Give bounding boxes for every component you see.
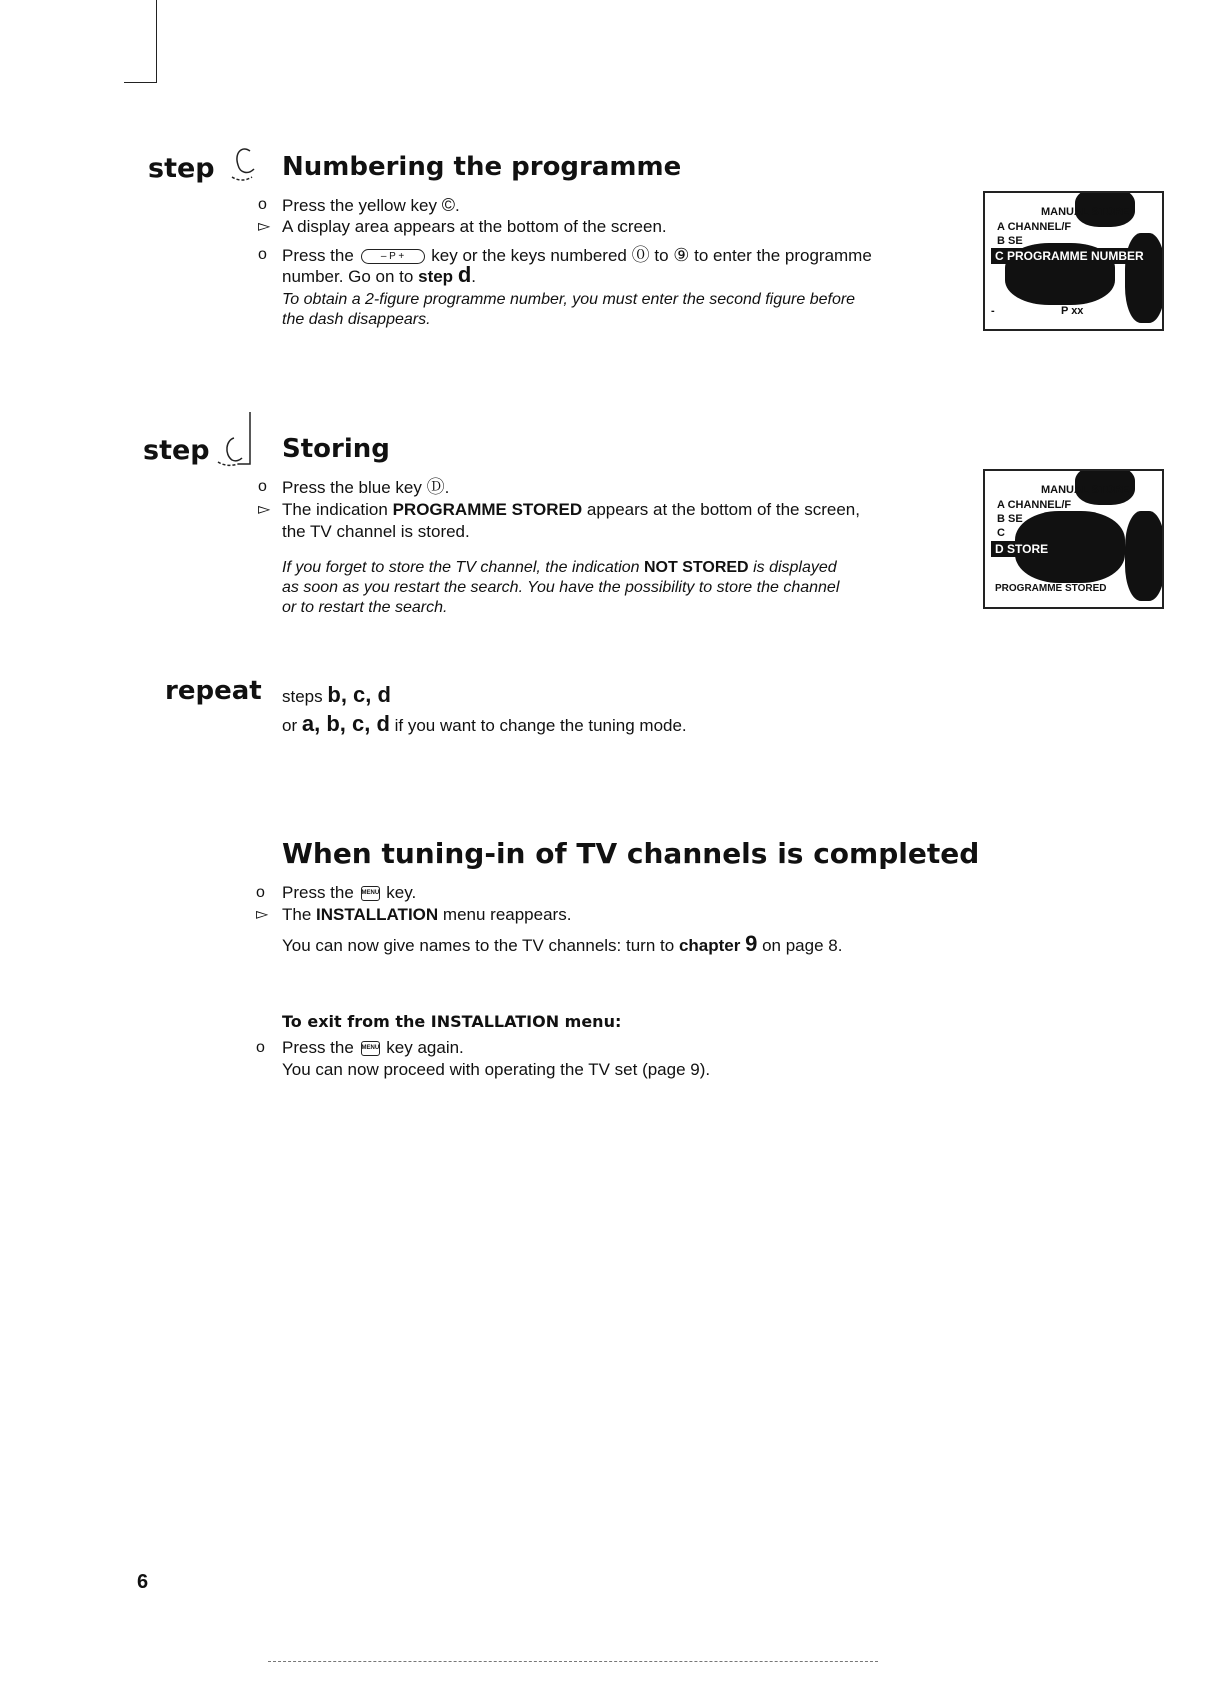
- tv-row-b: B SE: [997, 235, 1023, 247]
- blue-key-icon: Ⓓ: [426, 477, 445, 497]
- exit-note: You can now proceed with operating the TV set (page 9).: [282, 1060, 711, 1079]
- step-d-note-3: or to restart the search.: [282, 599, 448, 616]
- repeat-line-2: or a, b, c, d if you want to change the tuning mode.: [282, 711, 687, 736]
- exit-item-1: o Press the MENU key again.: [256, 1038, 464, 1057]
- tv-row-d: D: [997, 267, 1005, 279]
- result-bullet: ▻: [258, 501, 271, 518]
- page-number: 6: [137, 1571, 149, 1593]
- step-c-item-2: ▻ A display area appears at the bottom of the screen.: [258, 217, 667, 236]
- step-c-item-3: o Press the – P + key or the keys numbered ⓪ to ⑨ to enter the programme: [258, 245, 872, 265]
- action-bullet: o: [256, 884, 265, 901]
- tv-title: MANUAL STORE: [1041, 206, 1130, 218]
- step-d-label: step: [143, 435, 210, 466]
- completed-title: When tuning-in of TV channels is completed: [282, 837, 980, 870]
- step-d-title: Storing: [282, 434, 390, 464]
- tv-row-b: B SE: [997, 513, 1023, 525]
- tv-image-blot: [1125, 233, 1164, 323]
- result-bullet: ▻: [256, 906, 269, 923]
- completed-item-1: o Press the MENU key.: [256, 883, 417, 902]
- tv-row-d-highlight: D STORE: [991, 541, 1052, 557]
- repeat-line-1: steps b, c, d: [282, 682, 391, 707]
- programme-key-icon: – P +: [361, 249, 425, 264]
- step-c-letter-icon: [228, 143, 258, 187]
- result-bullet: ▻: [258, 218, 271, 235]
- step-d-item-2: ▻ The indication PROGRAMME STORED appears at the bottom of the screen,: [258, 500, 860, 519]
- menu-key-icon: MENU: [361, 886, 380, 901]
- step-c-note-2: the dash disappears.: [282, 311, 431, 328]
- tv-screen-programme-stored: [983, 469, 1164, 609]
- completed-item-2: ▻ The INSTALLATION menu reappears.: [256, 905, 572, 924]
- step-d-letter-icon: [216, 410, 256, 470]
- exit-title: To exit from the INSTALLATION menu:: [282, 1012, 622, 1031]
- completed-note: You can now give names to the TV channels: turn to chapter 9 on page 8.: [282, 931, 843, 956]
- step-c-label: step: [148, 153, 215, 184]
- key-0-icon: ⓪: [631, 245, 650, 265]
- step-c-item-3-cont: number. Go on to step d.: [282, 262, 476, 287]
- scan-artifact-line: [268, 1661, 878, 1663]
- tv-title: MANUAL STORE: [1041, 484, 1130, 496]
- step-d-item-1: o Press the blue key Ⓓ.: [258, 477, 450, 497]
- crop-mark: [124, 0, 157, 83]
- action-bullet: o: [258, 246, 267, 263]
- action-bullet: o: [258, 478, 267, 495]
- step-d-item-2-cont: the TV channel is stored.: [282, 522, 470, 541]
- tv-row-a: A CHANNEL/F: [997, 221, 1072, 233]
- action-bullet: o: [258, 196, 267, 213]
- tv-row-c: C: [997, 527, 1005, 539]
- step-d-note-2: as soon as you restart the search. You have the possibility to store the channel: [282, 579, 840, 596]
- step-c-title: Numbering the programme: [282, 152, 682, 182]
- tv-screen-programme-number: [983, 191, 1164, 331]
- step-d-note-1: If you forget to store the TV channel, the indication NOT STORED is displayed: [282, 559, 837, 576]
- tv-row-a: A CHANNEL/F: [997, 499, 1072, 511]
- tv-row-c-highlight: C PROGRAMME NUMBER: [991, 248, 1148, 264]
- tv-bottom-p: P xx: [1061, 305, 1084, 317]
- action-bullet: o: [256, 1039, 265, 1056]
- menu-key-icon: MENU: [361, 1041, 380, 1056]
- step-c-note-1: To obtain a 2-figure programme number, you must enter the second figure before: [282, 291, 856, 308]
- tv-image-blot: [1125, 511, 1164, 601]
- tv-bottom-dash: -: [991, 305, 995, 317]
- key-9-icon: ⑨: [673, 245, 690, 265]
- tv-bottom-stored: PROGRAMME STORED: [995, 583, 1107, 594]
- repeat-label: repeat: [165, 676, 262, 706]
- yellow-key-icon: ©: [441, 195, 455, 215]
- step-c-item-1: o Press the yellow key ©.: [258, 195, 460, 215]
